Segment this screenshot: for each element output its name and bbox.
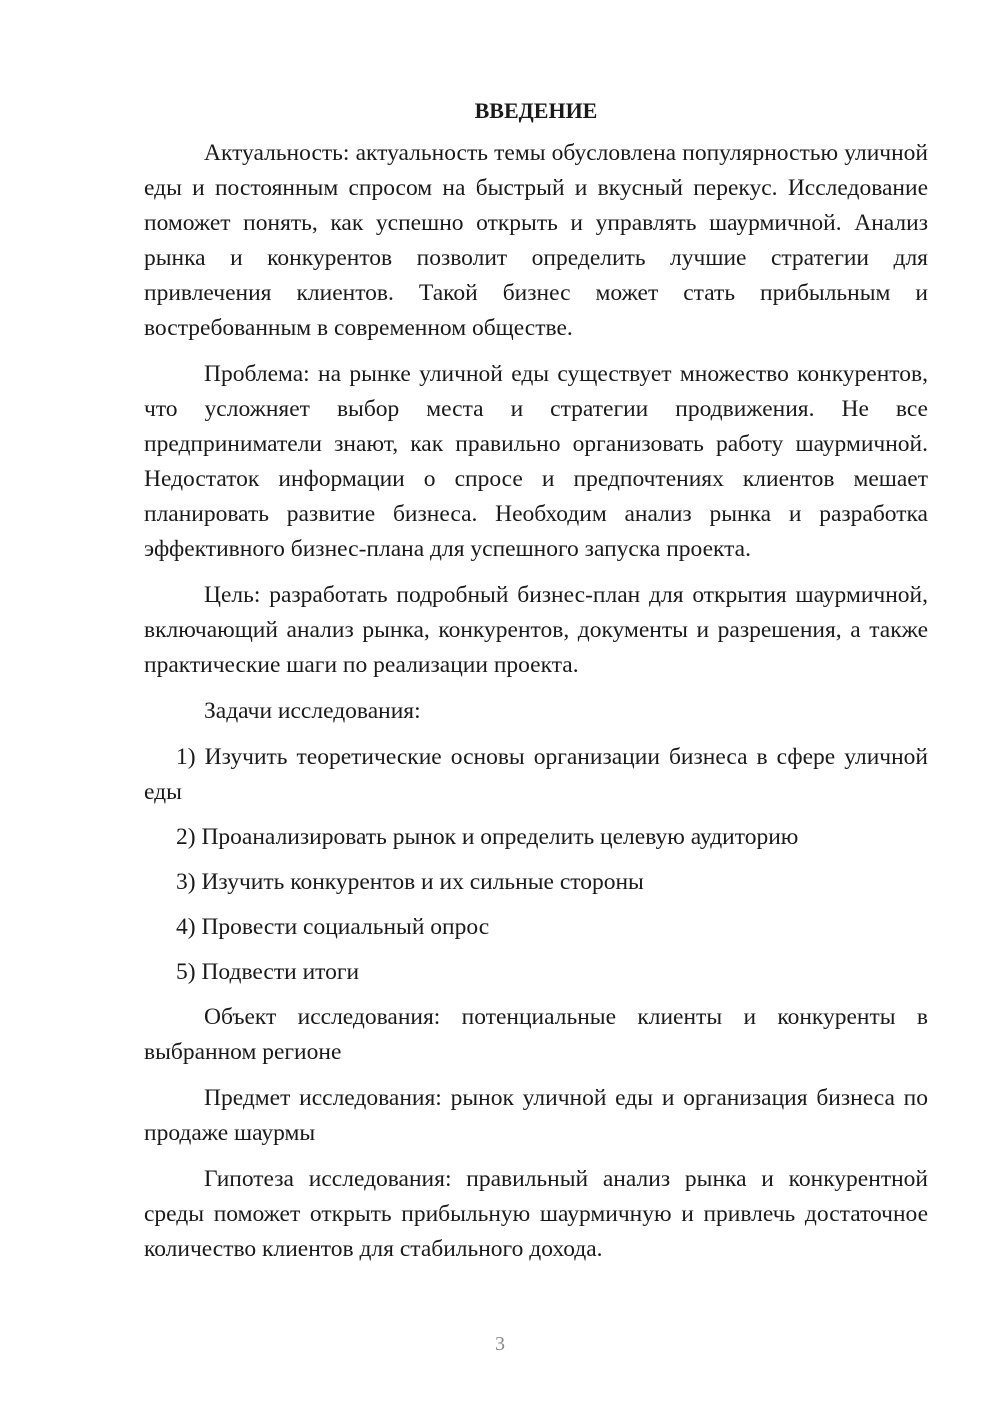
paragraph-hypothesis: Гипотеза исследования: правильный анализ рынка и конкурентной среды поможет открыть прибыльную шаурмичную и привлечь достаточное количество клиентов для стабильного дохода.: [144, 1166, 928, 1262]
task-item-1: 1) Изучить теоретические основы организации бизнеса в сфере уличной еды: [144, 744, 928, 805]
paragraph-problem: Проблема: на рынке уличной еды существует множество конкурентов, что усложняет выбор места и стратегии продвижения. Не все предприниматели знают, как правильно организовать работу шаурмичной. Недостаток информации о спросе и предпочтениях клиентов мешает планировать развитие бизнеса. Необходим анализ рынка и разработка эффективного бизнес-плана для успешного запуска проекта.: [144, 361, 928, 562]
document-page: [144, 96, 928, 1278]
task-item-4: 4) Провести социальный опрос: [176, 914, 490, 940]
paragraph-relevance: Актуальность: актуальность темы обусловлена популярностью уличной еды и постоянным спросом на быстрый и вкусный перекус. Исследование поможет понять, как успешно открыть и управлять шаурмичной. Анализ рынка и конкурентов позволит определить лучшие стратегии для привлечения клиентов. Такой бизнес может стать прибыльным и востребованным в современном обществе.: [144, 140, 928, 341]
task-item-5: 5) Подвести итоги: [176, 959, 360, 985]
paragraph-tasks-heading: Задачи исследования:: [204, 698, 421, 724]
task-item-3: 3) Изучить конкурентов и их сильные стороны: [176, 869, 644, 895]
paragraph-object: Объект исследования: потенциальные клиенты и конкуренты в выбранном регионе: [144, 1004, 928, 1065]
section-title: ВВЕДЕНИЕ: [474, 98, 598, 123]
paragraph-goal: Цель: разработать подробный бизнес-план для открытия шаурмичной, включающий анализ рынка, конкурентов, документы и разрешения, а также практические шаги по реализации проекта.: [144, 582, 928, 678]
task-item-2: 2) Проанализировать рынок и определить целевую аудиторию: [176, 824, 799, 850]
paragraph-subject: Предмет исследования: рынок уличной еды и организация бизнеса по продаже шаурмы: [144, 1085, 928, 1146]
page-number: 3: [495, 1333, 505, 1355]
